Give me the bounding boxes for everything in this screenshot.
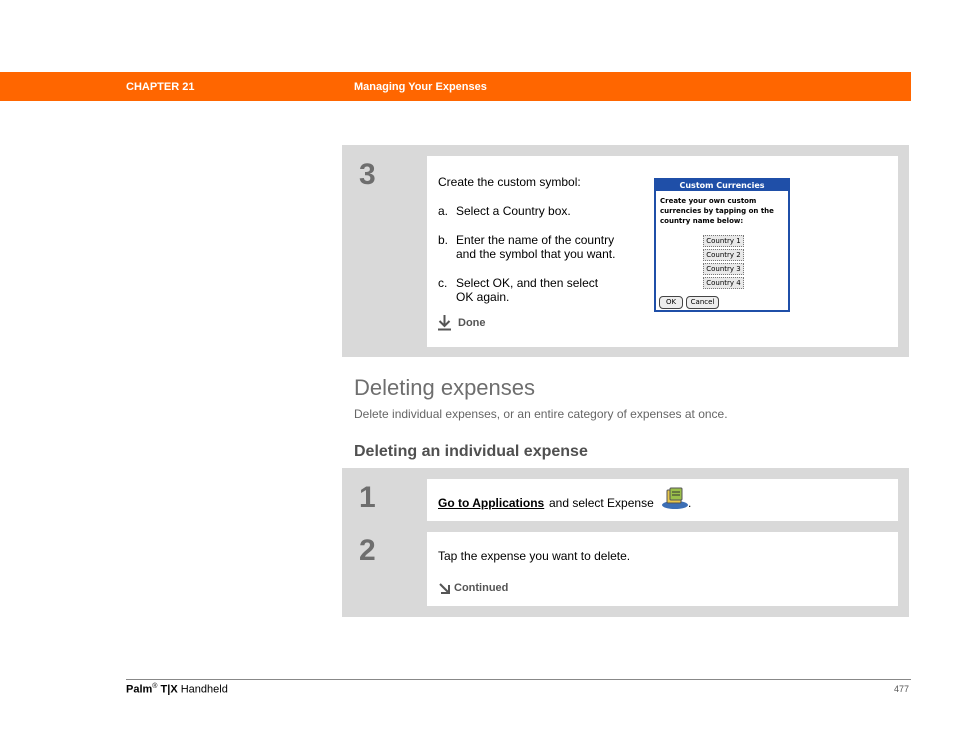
subsection-title: Deleting an individual expense bbox=[354, 443, 588, 460]
country-box: Country 2 bbox=[703, 249, 744, 261]
section-title: Deleting expenses bbox=[354, 375, 536, 400]
step-intro: Create the custom symbol: bbox=[438, 175, 581, 189]
list-marker: b. bbox=[438, 233, 449, 247]
dialog-ok-button: OK bbox=[659, 296, 683, 309]
step-1-body bbox=[427, 479, 898, 521]
section-description: Delete individual expenses, or an entire category of expenses at once. bbox=[354, 407, 728, 421]
footer-suffix: Handheld bbox=[180, 683, 228, 696]
chapter-number: CHAPTER 21 bbox=[126, 81, 195, 93]
footer-rule bbox=[126, 679, 911, 680]
dialog-text: Create your own custom currencies by tapping on the country name below: bbox=[660, 197, 774, 225]
step-number bbox=[353, 156, 426, 347]
step-3-body bbox=[427, 156, 898, 347]
dialog-title: Custom Currencies bbox=[656, 180, 788, 191]
dialog-cancel-button: Cancel bbox=[686, 296, 719, 309]
continued-label: Continued bbox=[454, 582, 509, 594]
step-2-body bbox=[427, 532, 898, 606]
country-box: Country 4 bbox=[703, 277, 744, 289]
list-item-text: Select a Country box. bbox=[456, 204, 571, 218]
list-item-text: and the symbol that you want. bbox=[456, 247, 616, 261]
step-number-text: 3 bbox=[359, 158, 376, 191]
footer-model: T|X bbox=[160, 683, 178, 696]
step-number-text: 1 bbox=[359, 481, 376, 514]
expense-app-icon bbox=[661, 486, 692, 513]
registered-mark: ® bbox=[152, 683, 158, 690]
end-punctuation: . bbox=[688, 496, 692, 510]
page-number: 477 bbox=[894, 684, 910, 694]
step-1-row bbox=[353, 479, 898, 521]
step-number bbox=[353, 479, 426, 521]
list-marker: c. bbox=[438, 276, 448, 290]
country-box: Country 1 bbox=[703, 235, 744, 247]
step-1-text: and select Expense bbox=[549, 496, 654, 510]
arrow-down-icon bbox=[437, 314, 452, 334]
arrow-down-right-icon bbox=[438, 582, 451, 598]
step-2-text: Tap the expense you want to delete. bbox=[438, 549, 631, 563]
footer-product bbox=[126, 683, 228, 696]
step-number bbox=[353, 532, 426, 606]
step-2-row bbox=[353, 532, 898, 606]
list-marker: a. bbox=[438, 204, 449, 218]
chapter-title: Managing Your Expenses bbox=[354, 81, 487, 93]
step-panel-bottom bbox=[342, 468, 909, 617]
list-item-text: Enter the name of the country bbox=[456, 233, 615, 247]
go-to-applications-link[interactable]: Go to Applications bbox=[438, 496, 545, 510]
step-3-row bbox=[353, 156, 898, 347]
chapter-header-bar bbox=[0, 72, 911, 101]
step-panel-top bbox=[342, 145, 909, 357]
step-number-text: 2 bbox=[359, 534, 376, 567]
done-label: Done bbox=[458, 317, 486, 329]
footer-brand: Palm bbox=[126, 683, 153, 696]
list-item-text: OK again. bbox=[456, 290, 510, 304]
list-item-text: Select OK, and then select bbox=[456, 276, 599, 290]
custom-currencies-dialog bbox=[654, 178, 790, 312]
country-box: Country 3 bbox=[703, 263, 744, 275]
